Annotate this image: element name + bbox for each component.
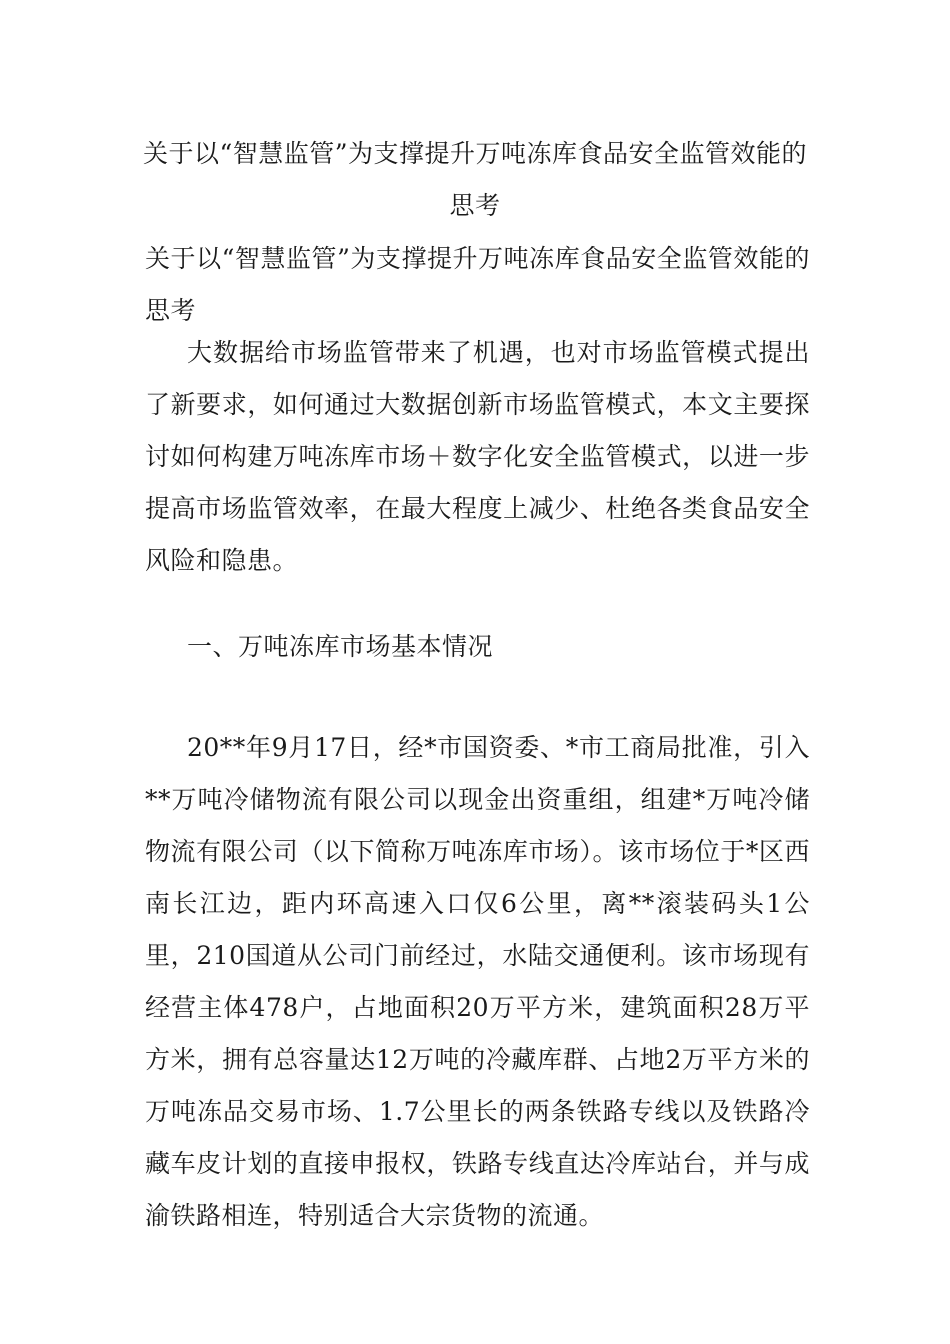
intro-paragraph: 大数据给市场监管带来了机遇，也对市场监管模式提出了新要求，如何通过大数据创新市场监管模式，本文主要探讨如何构建万吨冻库市场＋数字化安全监管模式，以进一步提高市场监管效率，在最大程度上减少、杜绝各类食品安全风险和隐患。 (145, 338, 810, 575)
section-heading: 一、万吨冻库市场基本情况 (187, 632, 494, 661)
document-subtitle: 关于以“智慧监管”为支撑提升万吨冻库食品安全监管效能的思考 (145, 244, 810, 325)
document-title: 关于以“智慧监管”为支撑提升万吨冻库食品安全监管效能的思考 (142, 139, 808, 220)
section-paragraph: 20**年9月17日，经*市国资委、*市工商局批准，引入**万吨冷储物流有限公司以现金出资重组，组建*万吨冷储物流有限公司（以下简称万吨冻库市场）。该市场位于*区西南长江边，距内环高速入口仅6公里，离**滚装码头1公里，210国道从公司门前经过，水陆交通便利。该市场现有经营主体478户，占地面积20万平方米，建筑面积28万平方米，拥有总容量达12万吨的冷藏库群、占地2万平方米的万吨冻品交易市场、1.7公里长的两条铁路专线以及铁路冷藏车皮计划的直接申报权，铁路专线直达冷库站台，并与成渝铁路相连，特别适合大宗货物的流通。 (145, 733, 810, 1230)
